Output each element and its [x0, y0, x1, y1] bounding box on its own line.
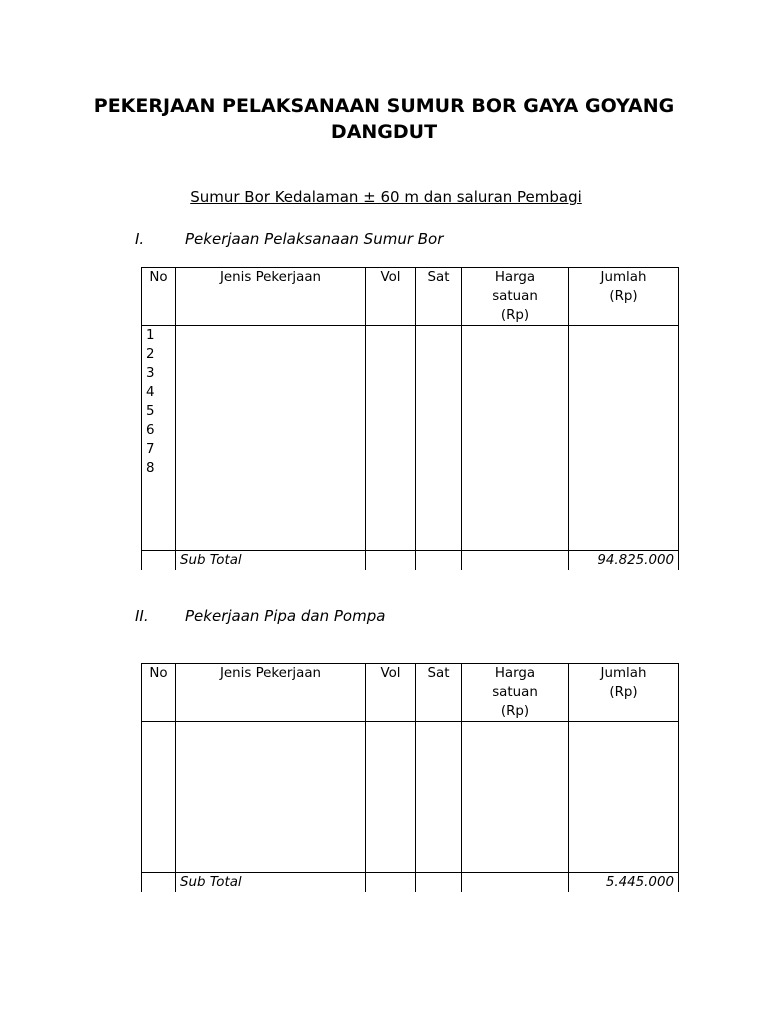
subtotal-label: Sub Total: [176, 873, 366, 893]
item-number: 3: [146, 366, 155, 381]
column-jenis: [176, 722, 366, 873]
subtotal-label: Sub Total: [176, 551, 366, 571]
item-number: 6: [146, 423, 155, 438]
header-harga-line-3: (Rp): [500, 308, 530, 323]
column-no: [142, 722, 176, 873]
header-harga: [462, 664, 569, 722]
header-harga-line-2: satuan: [492, 289, 538, 304]
item-number: 1: [146, 328, 155, 343]
header-jumlah-line-1: Jumlah: [600, 666, 647, 681]
item-number: 8: [146, 461, 155, 476]
section-2-table: [141, 663, 679, 892]
table-body-row: [142, 722, 679, 873]
header-no: No: [142, 268, 176, 326]
column-jenis: [176, 326, 366, 551]
column-vol: [366, 326, 416, 551]
column-jumlah: [569, 722, 679, 873]
document-title: [60, 93, 708, 145]
header-harga: [462, 268, 569, 326]
header-jenis: Jenis Pekerjaan: [176, 268, 366, 326]
header-jumlah: [569, 664, 679, 722]
header-harga-line-2: satuan: [492, 685, 538, 700]
column-vol: [366, 722, 416, 873]
section-2-numeral: II.: [135, 607, 149, 625]
header-vol: Vol: [366, 664, 416, 722]
column-jumlah: [569, 326, 679, 551]
item-number: 5: [146, 404, 155, 419]
column-sat: [416, 326, 462, 551]
section-1-table: [141, 267, 679, 570]
subtotal-row: [142, 873, 679, 893]
header-harga-line-3: (Rp): [500, 704, 530, 719]
header-vol: Vol: [366, 268, 416, 326]
subtotal-row: [142, 551, 679, 571]
title-line-1: PEKERJAAN PELAKSANAAN SUMUR BOR GAYA GOYANG: [93, 95, 675, 117]
item-number: 2: [146, 347, 155, 362]
subtotal-value: 5.445.000: [569, 873, 679, 893]
header-no: No: [142, 664, 176, 722]
item-number: 7: [146, 442, 155, 457]
item-number: 4: [146, 385, 155, 400]
header-sat: Sat: [416, 268, 462, 326]
table-header-row: [142, 268, 679, 326]
header-harga-line-1: Harga: [494, 666, 536, 681]
table-header-row: [142, 664, 679, 722]
table-body-row: [142, 326, 679, 551]
section-2-title: Pekerjaan Pipa dan Pompa: [185, 607, 386, 625]
header-sat: Sat: [416, 664, 462, 722]
section-1-title: Pekerjaan Pelaksanaan Sumur Bor: [185, 230, 444, 248]
header-jumlah-line-2: (Rp): [609, 289, 638, 304]
header-jumlah-line-2: (Rp): [609, 685, 638, 700]
column-harga: [462, 722, 569, 873]
document-subtitle: Sumur Bor Kedalaman ± 60 m dan saluran Pembagi: [190, 188, 582, 206]
column-no: [142, 326, 176, 551]
section-1-numeral: I.: [135, 230, 145, 248]
header-harga-line-1: Harga: [494, 270, 536, 285]
column-sat: [416, 722, 462, 873]
column-harga: [462, 326, 569, 551]
title-line-2: DANGDUT: [330, 121, 438, 143]
subtotal-value: 94.825.000: [569, 551, 679, 571]
header-jenis: Jenis Pekerjaan: [176, 664, 366, 722]
header-jumlah: [569, 268, 679, 326]
header-jumlah-line-1: Jumlah: [600, 270, 647, 285]
